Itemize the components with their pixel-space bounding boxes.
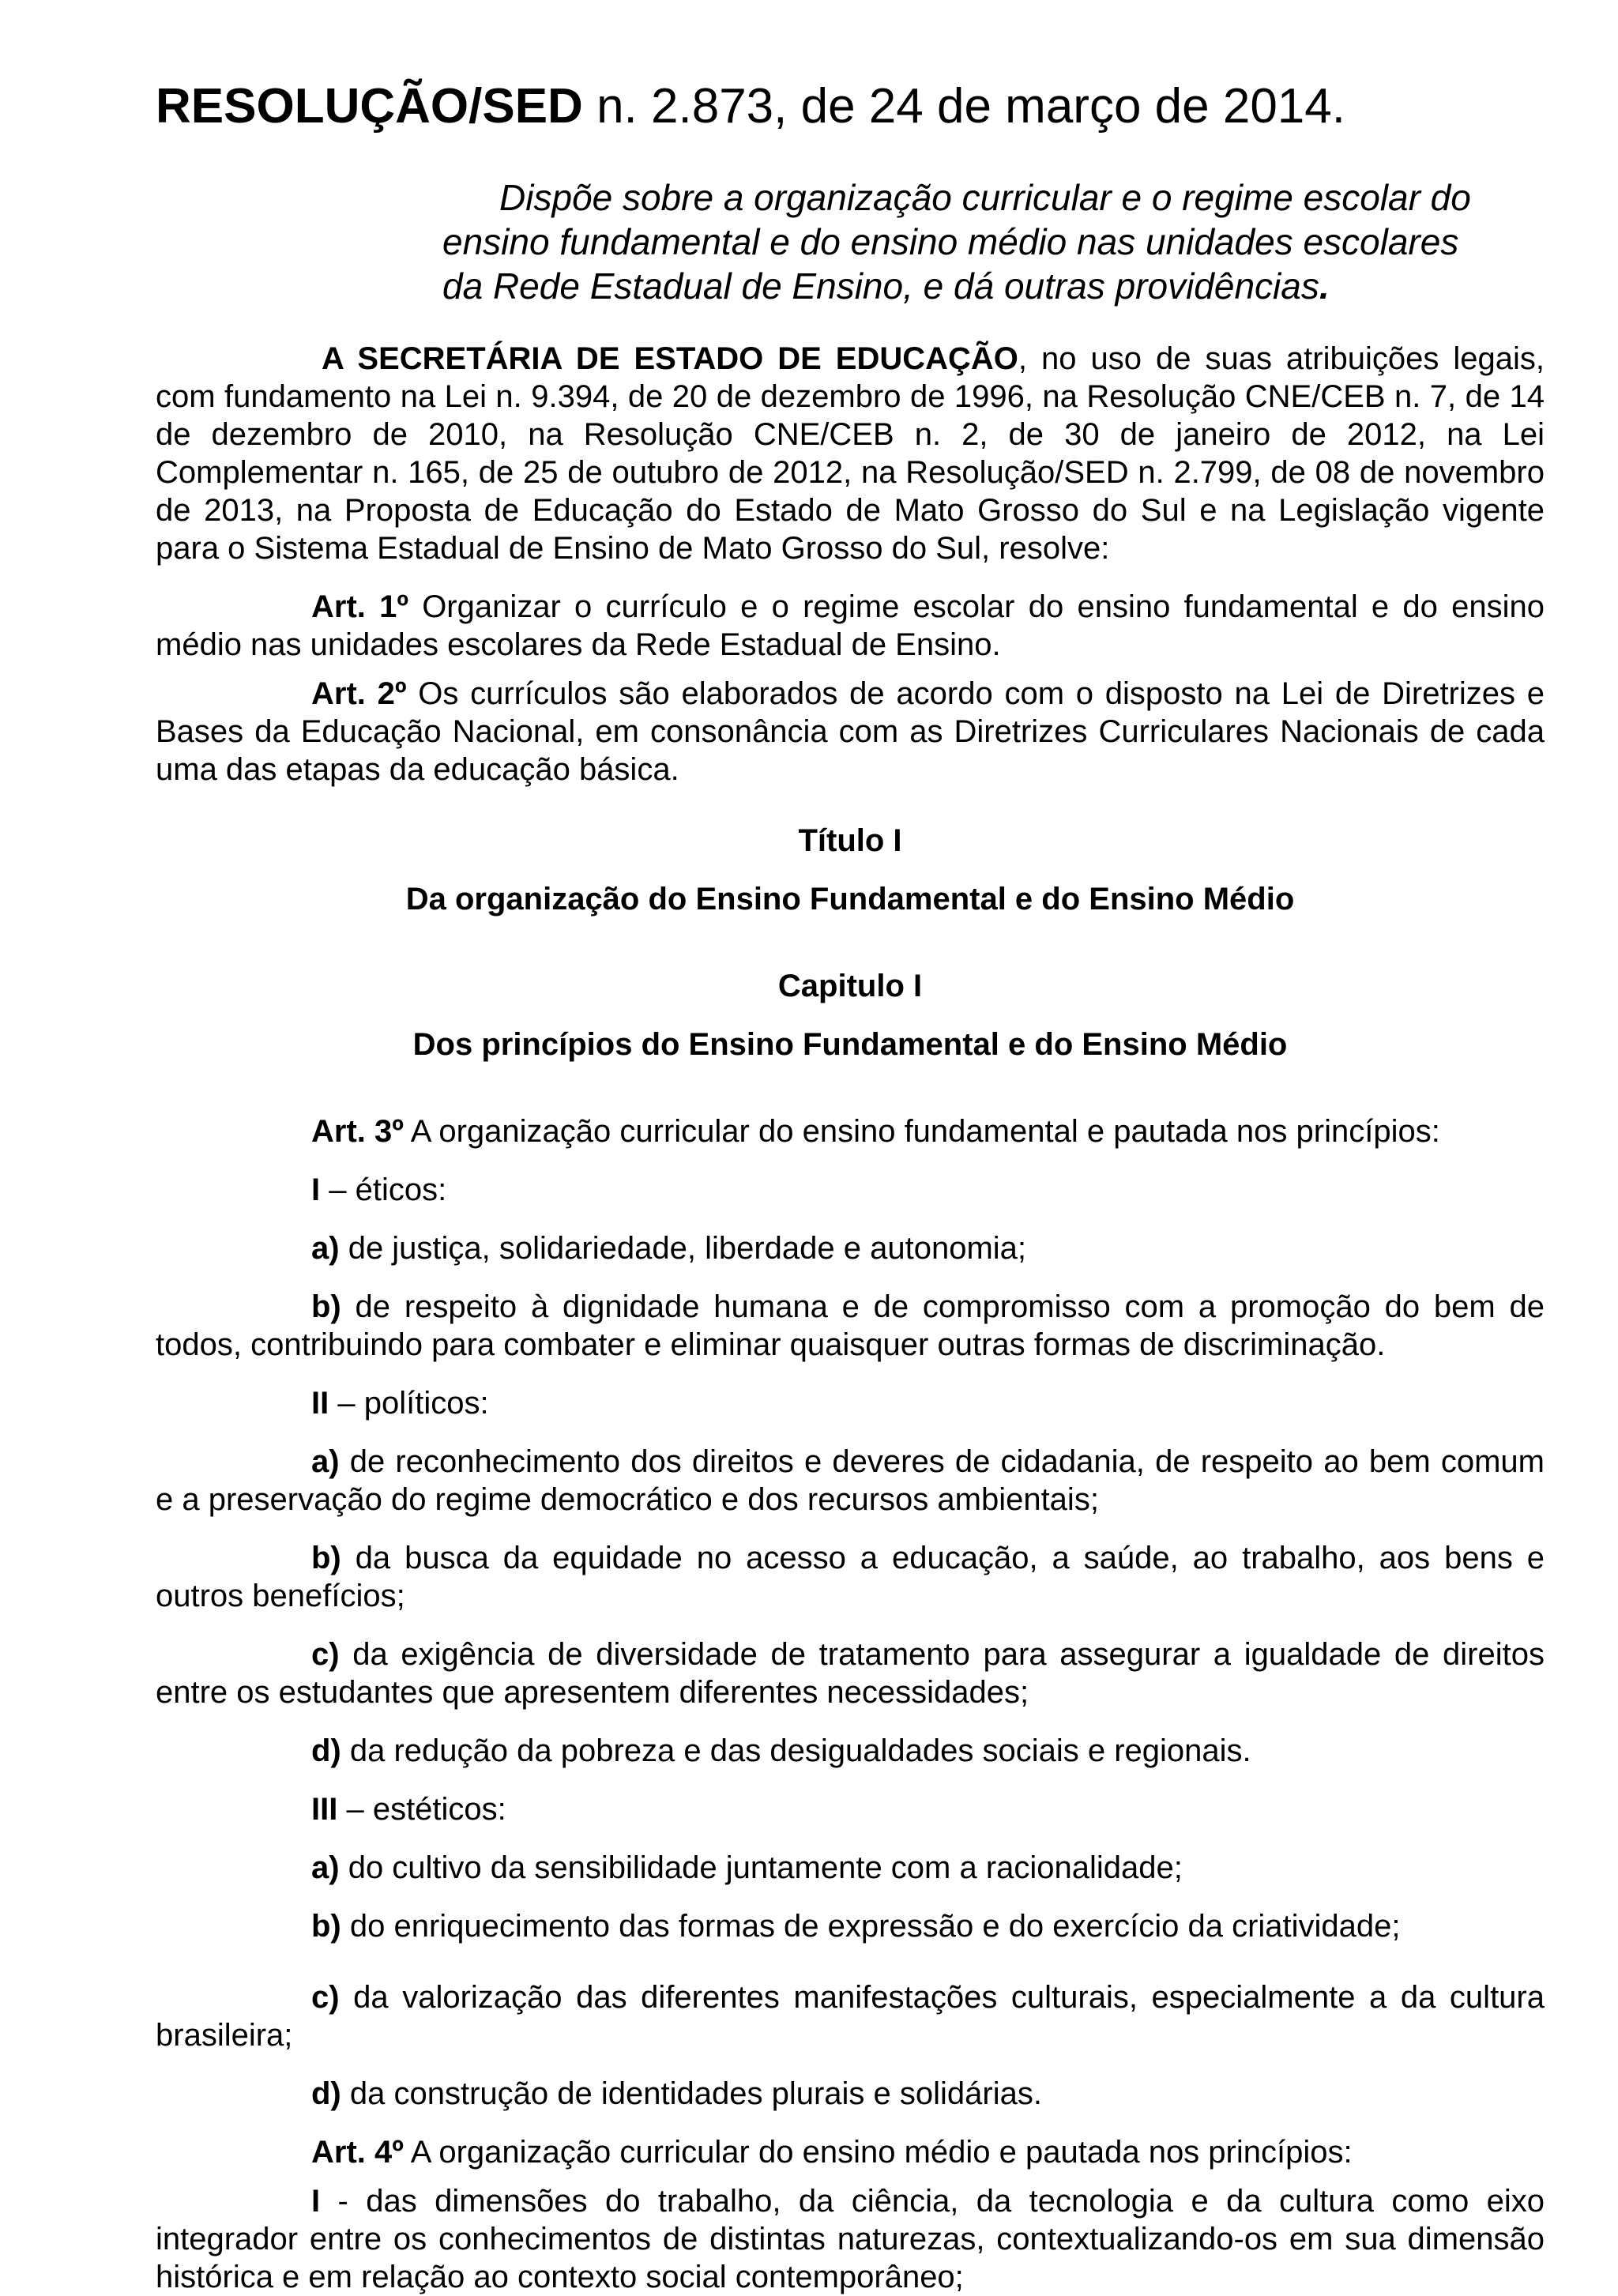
document-body [156, 340, 1545, 2296]
ementa-line: Dispõe sobre a organização curricular e o regime escolar do [499, 177, 1471, 218]
resolution-title-code: RESOLUÇÃO/SED [156, 79, 583, 134]
item-III: III – estéticos: [311, 1792, 506, 1827]
item-II: II – políticos: [311, 1386, 489, 1421]
preamble-authority: A SECRETÁRIA DE ESTADO DE EDUCAÇÃO [322, 341, 1018, 376]
article-text: A organização curricular do ensino médio e pautada nos princípios: [403, 2135, 1353, 2170]
title-name: Da organização do Ensino Fundamental e do Ensino Médio [405, 882, 1295, 917]
article-4 [156, 2133, 1545, 2171]
ementa-line: da Rede Estadual de Ensino, e dá outras providências. [442, 265, 1330, 307]
resolution-title-date: n. 2.873, de 24 de março de 2014. [582, 79, 1345, 134]
item-III-b: b) do enriquecimento das formas de expressão e do exercício da criatividade; [311, 1909, 1401, 1944]
item-II-c: c) da exigência de diversidade de tratamento para assegurar a igualdade de direitos entre os estudantes que apresentem diferentes necessidades; [156, 1637, 1545, 1710]
ementa-line: ensino fundamental e do ensino médio nas unidades escolares [442, 221, 1459, 262]
item-I-b: b) de respeito à dignidade humana e de compromisso com a promoção do bem de todos, contribuindo para combater e eliminar quaisquer outras formas de discriminação. [156, 1289, 1545, 1362]
title-label: Título I [798, 823, 902, 858]
article-label: Art. 1º [311, 589, 408, 624]
article-text: Organizar o currículo e o regime escolar do ensino fundamental e do ensino médio nas unidades escolares da Rede Estadual de Ensino. [156, 589, 1545, 662]
article-text: Os currículos são elaborados de acordo com o disposto na Lei de Diretrizes e Bases da Educação Nacional, em consonância com as Diretrizes Curriculares Nacionais de cada uma das etapas da educação básica. [156, 676, 1545, 787]
item-III-a: a) do cultivo da sensibilidade juntamente com a racionalidade; [311, 1850, 1183, 1885]
ementa [442, 175, 1525, 308]
chapter-label: Capitulo I [777, 969, 923, 1003]
item-II-b: b) da busca da equidade no acesso a educação, a saúde, ao trabalho, aos bens e outros benefícios; [156, 1541, 1545, 1613]
item-III-d: d) da construção de identidades plurais e solidárias. [311, 2076, 1042, 2111]
article-label: Art. 4º [311, 2135, 404, 2170]
item-I-a: a) de justiça, solidariedade, liberdade e autonomia; [311, 1231, 1027, 1266]
item-III-c: c) da valorização das diferentes manifestações culturais, especialmente a da cultura brasileira; [156, 1980, 1545, 2053]
item-II-d: d) da redução da pobreza e das desigualdades sociais e regionais. [311, 1733, 1251, 1768]
article-label: Art. 3º [311, 1114, 404, 1149]
preamble-text: , no uso de suas atribuições legais, com fundamento na Lei n. 9.394, de 20 de dezembro de 1996, na Resolução CNE/CEB n. 7, de 14 de dezembro de 2010, na Resolução CNE/CEB n. 2, de 30 de janeiro de 2012, na Lei Complementar n. 165, de 25 de outubro de 2012, na Resolução/SED n. 2.799, de 08 de novembro de 2013, na Proposta de Educação do Estado de Mato Grosso do Sul e na Legislação vigente para o Sistema Estadual de Ensino de Mato Grosso do Sul, resolve: [156, 341, 1545, 566]
item-II-a: a) de reconhecimento dos direitos e deveres de cidadania, de respeito ao bem comum e a preservação do regime democrático e dos recursos ambientais; [156, 1444, 1545, 1517]
art4-item-I: I - das dimensões do trabalho, da ciência, da tecnologia e da cultura como eixo integrador entre os conhecimentos de distintas naturezas, contextualizando-os em sua dimensão histórica e em relação ao contexto social contemporâneo; [156, 2184, 1545, 2294]
preamble [156, 340, 1545, 567]
chapter-name: Dos princípios do Ensino Fundamental e do Ensino Médio [412, 1027, 1288, 1062]
resolution-title [156, 77, 1345, 136]
article-label: Art. 2º [311, 676, 407, 711]
article-1 [156, 588, 1545, 664]
article-3 [156, 1112, 1545, 1150]
article-text: A organização curricular do ensino fundamental e pautada nos princípios: [403, 1114, 1440, 1149]
item-I: I – éticos: [311, 1172, 447, 1207]
article-2 [156, 675, 1545, 789]
